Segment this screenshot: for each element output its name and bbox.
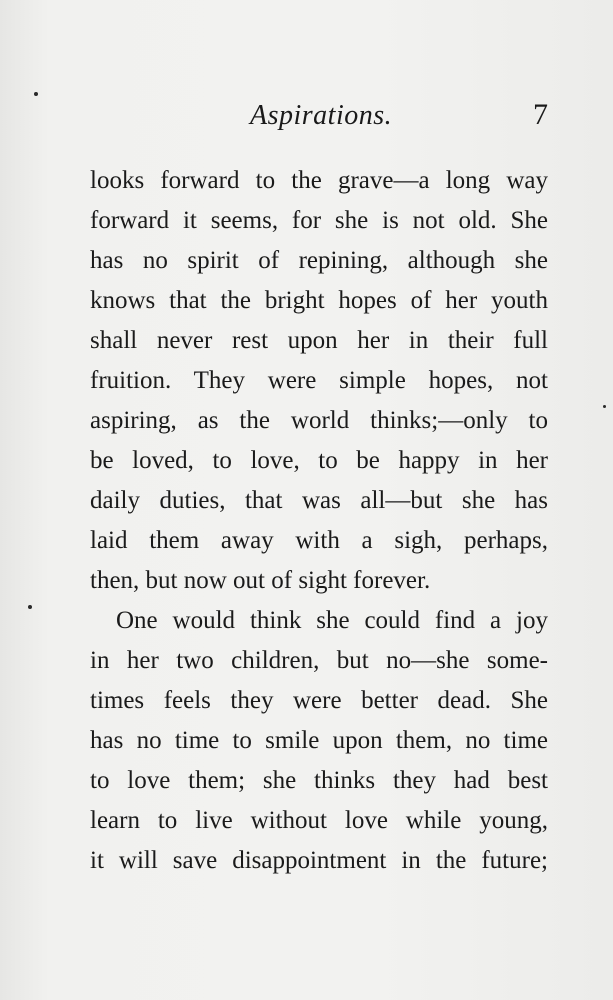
text-line: shall never rest upon her in their full [90,327,548,354]
text-line: looks forward to the grave—a long way [90,167,548,194]
text-line: learn to live without love while young, [90,807,548,834]
text-line: has no spirit of repining, although she [90,247,548,274]
text-line: to love them; she thinks they had best [90,767,548,794]
ink-speck [28,605,32,609]
text-line: daily duties, that was all—but she has [90,487,548,514]
body-text [90,161,548,881]
text-line: in her two children, but no—she some- [90,647,548,674]
text-line: fruition. They were simple hopes, not [90,367,548,394]
text-line: then, but now out of sight forever. [90,567,431,594]
text-line: knows that the bright hopes of her youth [90,287,548,314]
text-line: forward it seems, for she is not old. She [90,207,548,234]
ink-speck [603,405,606,408]
page-header [90,100,548,144]
text-line: laid them away with a sigh, perhaps, [90,527,548,554]
text-line: be loved, to love, to be happy in her [90,447,548,474]
ink-speck [34,92,38,96]
text-line: has no time to smile upon them, no time [90,727,548,754]
page-number: 7 [533,98,548,131]
paragraph-start-line: One would think she could find a joy [116,607,548,634]
text-line: aspiring, as the world thinks;—only to [90,407,548,434]
text-line: it will save disappointment in the future; [90,847,548,874]
text-line: times feels they were better dead. She [90,687,548,714]
running-title: Aspirations. [250,100,393,131]
